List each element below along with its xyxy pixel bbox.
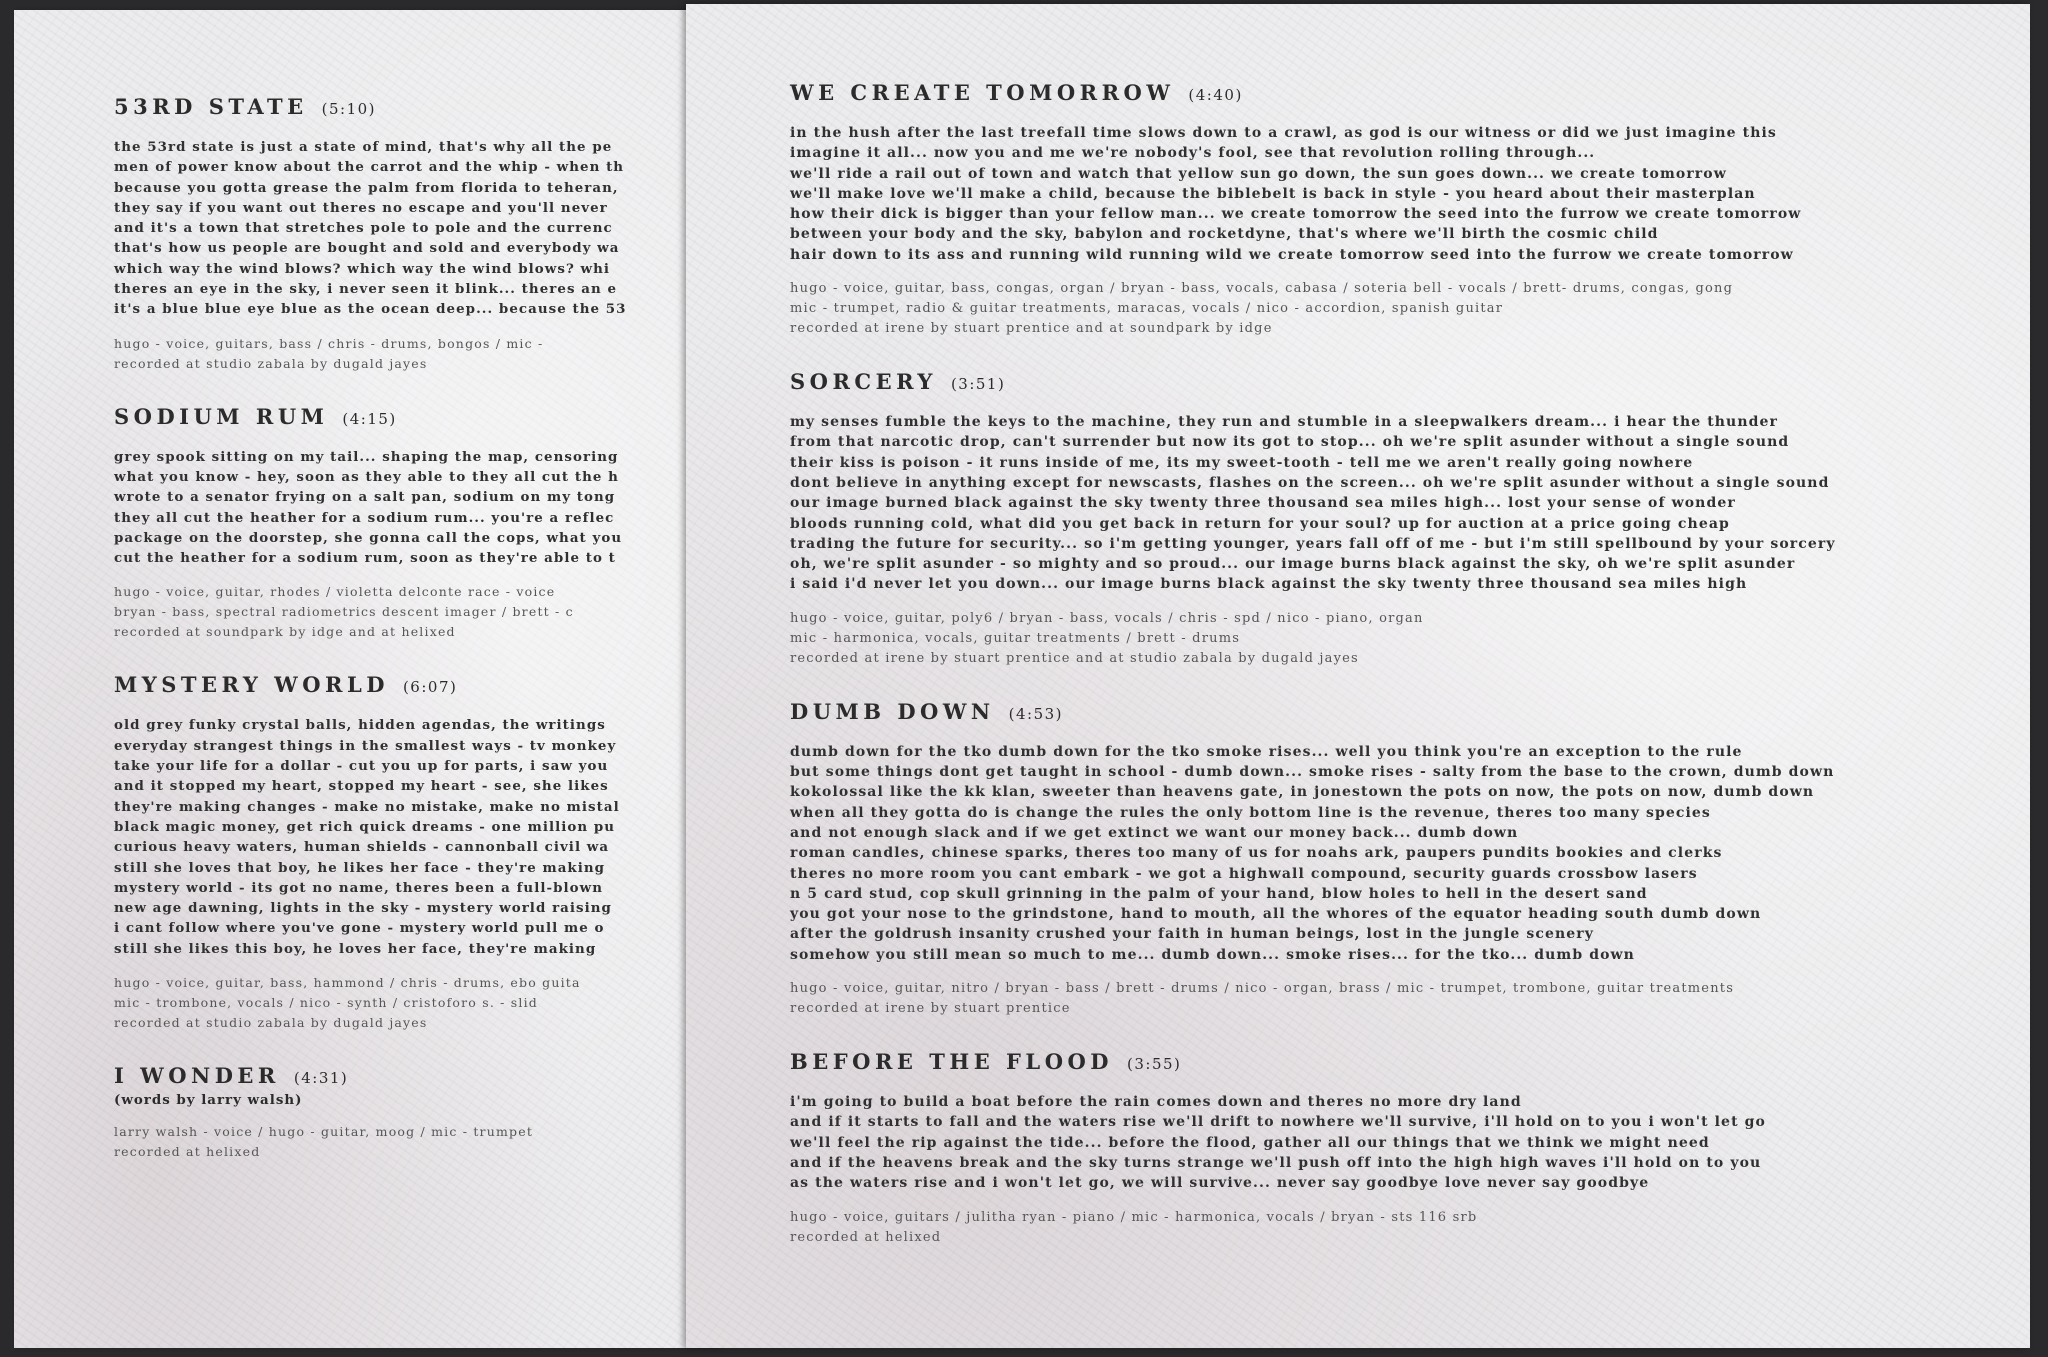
- lyrics: [114, 447, 718, 569]
- credit-line: recorded at helixed: [790, 1229, 942, 1245]
- lyric-line: the 53rd state is just a state of mind, that's why all the pe: [114, 139, 613, 155]
- lyric-line: still she loves that boy, he likes her face - they're making: [114, 859, 606, 876]
- lyric-line: we'll make love we'll make a child, because the biblebelt is back in style - you heard about their masterplan: [790, 185, 1756, 202]
- lyric-line: because you gotta grease the palm from florida to teheran,: [114, 179, 619, 196]
- lyric-line: package on the doorstep, she gonna call the cops, what you: [114, 529, 623, 546]
- lyrics: [790, 1092, 2020, 1193]
- credit-line: mic - trumpet, radio & guitar treatments, maracas, vocals / nico - accordion, spanish guitar: [790, 301, 1504, 317]
- song-title: DUMB DOWN: [790, 698, 995, 724]
- lyric-line: they say if you want out theres no escape and you'll never: [114, 199, 608, 216]
- credit-line: recorded at studio zabala by dugald jayes: [114, 1015, 428, 1031]
- lyric-line: hair down to its ass and running wild running wild we create tomorrow seed into the furrow we create tomorrow: [790, 246, 1794, 263]
- lyrics: [790, 412, 2020, 595]
- lyric-line: wrote to a senator frying on a salt pan, sodium on my tong: [114, 489, 616, 506]
- song-block: [114, 404, 718, 643]
- song-block: [790, 699, 2020, 1019]
- song-duration: (3:51): [950, 375, 1006, 394]
- credit-line: hugo - voice, guitar, bass, hammond / chris - drums, ebo guita: [114, 975, 581, 991]
- lyric-line: as the waters rise and i won't let go, we will survive... never say goodbye love never say goodbye: [790, 1175, 1650, 1192]
- lyric-line: it's a blue blue eye blue as the ocean deep... because the 53: [114, 301, 627, 318]
- lyric-line: we'll ride a rail out of town and watch that yellow sun go down, the sun goes down... we create tomorrow: [790, 165, 1727, 182]
- song-block: [790, 1049, 2020, 1247]
- song-heading: [114, 672, 718, 697]
- credit-line: hugo - voice, guitar, poly6 / bryan - bass, vocals / chris - spd / nico - piano, organ: [790, 610, 1424, 626]
- lyric-line: kokolossal like the kk klan, sweeter than heavens gate, in jonestown the pots on now, the pots on now, dumb down: [790, 784, 1815, 801]
- lyric-line: somehow you still mean so much to me... dumb down... smoke rises... for the tko... dumb down: [790, 946, 1635, 963]
- song-heading: [114, 404, 718, 429]
- lyric-line: and not enough slack and if we get extinct we want our money back... dumb down: [790, 824, 1519, 841]
- song-duration: (4:40): [1188, 86, 1243, 104]
- lyric-line: what you know - hey, soon as they able to they all cut the h: [114, 468, 619, 485]
- lyric-line: and it's a town that stretches pole to pole and the currenc: [114, 220, 613, 237]
- song-block: [790, 80, 2020, 339]
- song-duration: (6:07): [402, 678, 458, 697]
- lyric-line: oh, we're split asunder - so mighty and so proud... our image burns black against the sky, oh we're split asunder: [790, 556, 1796, 573]
- song-duration: (4:53): [1008, 704, 1064, 723]
- lyric-line: n 5 card stud, cop skull grinning in the palm of your hand, blow holes to hell in the desert sand: [790, 885, 1648, 902]
- lyrics: [790, 742, 2020, 965]
- credit-line: hugo - voice, guitars, bass / chris - drums, bongos / mic -: [114, 335, 544, 351]
- lyric-line: imagine it all... now you and me we're nobody's fool, see that revolution rolling through...: [790, 145, 1596, 162]
- song-block: [114, 1063, 718, 1162]
- credit-line: larry walsh - voice / hugo - guitar, moog / mic - trumpet: [114, 1124, 534, 1140]
- lyric-line: they're making changes - make no mistake, make no mistal: [114, 798, 620, 815]
- lyric-line: still she likes this boy, he loves her face, they're making: [114, 940, 597, 957]
- lyric-line: how their dick is bigger than your fellow man... we create tomorrow the seed into the furrow we create tomorrow: [790, 206, 1802, 223]
- credits: [114, 582, 718, 642]
- left-song-column: [114, 94, 718, 1192]
- song-title: BEFORE THE FLOOD: [790, 1049, 1113, 1075]
- song-title: MYSTERY WORLD: [114, 672, 389, 698]
- credit-line: hugo - voice, guitar, nitro / bryan - bass / brett - drums / nico - organ, brass / mic - trumpet, trombone, guitar treatments: [790, 981, 1735, 997]
- song-block: [114, 94, 718, 374]
- lyric-line: but some things dont get taught in school - dumb down... smoke rises - salty from the base to the crown, dumb down: [790, 764, 1835, 781]
- lyrics: [790, 123, 2020, 265]
- lyric-line: between your body and the sky, babylon and rocketdyne, that's where we'll birth the cosmic child: [790, 226, 1659, 243]
- song-heading: [114, 1063, 718, 1088]
- credits: [114, 334, 718, 374]
- song-title: SODIUM RUM: [114, 403, 329, 429]
- song-heading: [790, 80, 2020, 105]
- lyric-line: when all they gotta do is change the rules the only bottom line is the revenue, theres too many species: [790, 804, 1711, 821]
- song-note: (words by larry walsh): [114, 1092, 303, 1109]
- credit-line: hugo - voice, guitar, rhodes / violetta delconte race - voice: [114, 584, 556, 600]
- credit-line: hugo - voice, guitars / julitha ryan - piano / mic - harmonica, vocals / bryan - sts 116 srb: [790, 1209, 1478, 1225]
- lyric-line: their kiss is poison - it runs inside of me, its my sweet-tooth - tell me we aren't really going nowhere: [790, 454, 1694, 471]
- lyric-line: mystery world - its got no name, theres been a full-blown: [114, 879, 603, 896]
- lyric-line: my senses fumble the keys to the machine, they run and stumble in a sleepwalkers dream... i hear the thunder: [790, 414, 1778, 431]
- lyric-line: they all cut the heather for a sodium rum... you're a reflec: [114, 509, 615, 526]
- left-lyric-sheet: [14, 10, 718, 1348]
- song-duration: (3:55): [1127, 1055, 1182, 1074]
- song-heading: [790, 1049, 2020, 1074]
- song-duration: (4:15): [342, 409, 397, 428]
- lyric-line: cut the heather for a sodium rum, soon as they're able to t: [114, 550, 616, 567]
- lyric-line: bloods running cold, what did you get back in return for your soul? up for auction at a price going cheap: [790, 515, 1730, 532]
- credits: [790, 609, 2020, 669]
- lyric-line: and it stopped my heart, stopped my heart - see, she likes: [114, 778, 609, 795]
- song-duration: (4:31): [293, 1069, 349, 1088]
- lyric-line: grey spook sitting on my tail... shaping the map, censoring: [114, 448, 619, 465]
- song-title: 53RD STATE: [114, 94, 308, 119]
- song-title: WE CREATE TOMORROW: [790, 80, 1175, 105]
- credits: [114, 973, 718, 1033]
- credit-line: mic - trombone, vocals / nico - synth / cristoforo s. - slid: [114, 995, 538, 1011]
- lyric-line: i said i'd never let you down... our image burns black against the sky twenty three thousand sea miles high: [790, 576, 1748, 593]
- lyric-line: theres an eye in the sky, i never seen it blink... theres an e: [114, 281, 618, 298]
- credits: [790, 279, 2020, 339]
- song-heading: [790, 699, 2020, 724]
- lyric-line: after the goldrush insanity crushed your faith in human beings, lost in the jungle scenery: [790, 926, 1595, 943]
- song-duration: (5:10): [321, 100, 377, 118]
- credit-line: recorded at soundpark by idge and at helixed: [114, 624, 456, 640]
- lyrics: [114, 137, 718, 320]
- lyric-line: and if the heavens break and the sky turns strange we'll push off into the high high waves i'll hold on to you: [790, 1154, 1762, 1171]
- song-heading: [790, 369, 2020, 394]
- lyric-line: which way the wind blows? which way the wind blows? whi: [114, 260, 611, 277]
- credit-line: hugo - voice, guitar, bass, congas, organ / bryan - bass, vocals, cabasa / soteria bell - vocals / brett- drums, congas, gong: [790, 281, 1734, 297]
- lyric-line: take your life for a dollar - cut you up for parts, i saw you: [114, 758, 609, 775]
- lyric-line: that's how us people are bought and sold and everybody wa: [114, 240, 620, 257]
- right-lyric-sheet: [686, 4, 2030, 1348]
- song-block: [790, 369, 2020, 669]
- lyric-line: dont believe in anything except for newscasts, flashes on the screen... oh we're split asunder without a single sound: [790, 474, 1830, 491]
- lyric-line: and if it starts to fall and the waters rise we'll drift to nowhere we'll survive, i'll hold on to you i won't let go: [790, 1114, 1766, 1131]
- song-block: [114, 672, 718, 1033]
- lyric-line: i'm going to build a boat before the rain comes down and theres no more dry land: [790, 1094, 1522, 1111]
- credit-line: bryan - bass, spectral radiometrics descent imager / brett - c: [114, 604, 574, 620]
- lyric-line: from that narcotic drop, can't surrender but now its got to stop... oh we're split asunder without a single sound: [790, 434, 1790, 451]
- lyric-line: theres no more room you cant embark - we got a highwall compound, security guards crossbow lasers: [790, 865, 1698, 882]
- right-song-column: [790, 80, 2020, 1278]
- lyric-line: curious heavy waters, human shields - cannonball civil wa: [114, 839, 610, 856]
- lyrics: [114, 715, 718, 959]
- credits: [790, 979, 2020, 1019]
- lyric-line: i cant follow where you've gone - mystery world pull me o: [114, 920, 605, 937]
- credit-line: recorded at irene by stuart prentice and at soundpark by idge: [790, 321, 1273, 337]
- credits: [114, 1122, 718, 1162]
- credit-line: recorded at studio zabala by dugald jayes: [114, 355, 428, 371]
- lyric-line: dumb down for the tko dumb down for the tko smoke rises... well you think you're an exception to the rule: [790, 743, 1743, 760]
- lyric-line: roman candles, chinese sparks, theres too many of us for noahs ark, paupers pundits bookies and clerks: [790, 845, 1723, 862]
- song-title: SORCERY: [790, 369, 937, 395]
- lyric-line: our image burned black against the sky twenty three thousand sea miles high... lost your sense of wonder: [790, 495, 1736, 512]
- credit-line: recorded at helixed: [114, 1144, 261, 1160]
- lyric-line: old grey funky crystal balls, hidden agendas, the writings: [114, 717, 606, 734]
- lyric-line: in the hush after the last treefall time slows down to a crawl, as god is our witness or did we just imagine this: [790, 125, 1777, 141]
- lyric-line: we'll feel the rip against the tide... before the flood, gather all our things that we think we might need: [790, 1134, 1710, 1151]
- lyric-line: black magic money, get rich quick dreams - one million pu: [114, 818, 616, 835]
- credit-line: mic - harmonica, vocals, guitar treatments / brett - drums: [790, 630, 1241, 646]
- lyric-line: you got your nose to the grindstone, hand to mouth, all the whores of the equator heading south dumb down: [790, 906, 1762, 923]
- song-heading: [114, 94, 718, 119]
- lyric-line: everyday strangest things in the smallest ways - tv monkey: [114, 737, 617, 754]
- lyric-line: men of power know about the carrot and the whip - when th: [114, 159, 625, 176]
- credits: [790, 1208, 2020, 1248]
- lyric-line: trading the future for security... so i'm getting younger, years fall off of me - but i'm still spellbound by your sorcery: [790, 535, 1836, 552]
- credit-line: recorded at irene by stuart prentice and at studio zabala by dugald jayes: [790, 650, 1359, 666]
- song-title: I WONDER: [114, 1063, 280, 1089]
- credit-line: recorded at irene by stuart prentice: [790, 1001, 1071, 1017]
- lyric-line: new age dawning, lights in the sky - mystery world raising: [114, 900, 612, 917]
